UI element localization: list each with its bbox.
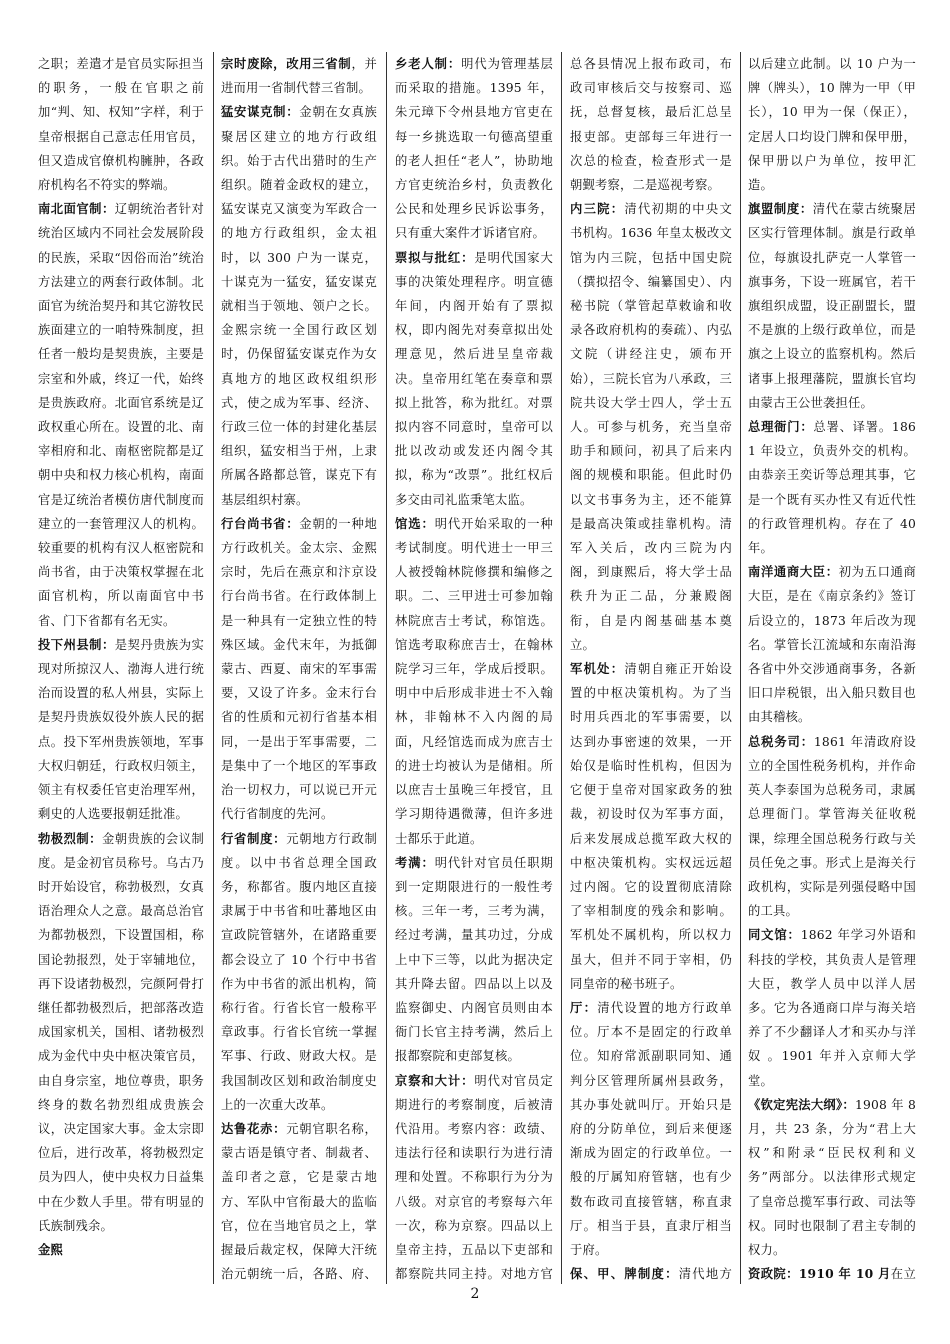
entry-term: 行省制度：: [221, 830, 287, 846]
column-4: [570, 52, 732, 1284]
entry-term: 资政院：1910 年 10 月: [748, 1266, 891, 1282]
glossary-entry: [748, 730, 916, 924]
glossary-entry: [395, 1069, 553, 1284]
entry-definition: 明代针对官员任职期到一定期限进行的一般性考核。三年一考，三考为满，经过考满，量其功过，分成上中下三等，以此为据决定其升降去留。四品以上以及监察御史、内阁官员则由本衙门长官主持考满，然后上报都察院和吏部复核。: [395, 855, 553, 1064]
entry-definition: 金朝在女真族聚居区建立的地方行政组织。始于古代出猎时的生产组织。随着金政权的建立，猛安谋克又演变为军政合一的地方行政组织，金太祖时，以 300 户为一谋克，十谋克为一猛安，猛安谋克就相当于领地、领户之长。金熙宗统一全国行政区划时，仍保留猛安谋克作为女真地方的地区政权组织形式，使之成为军事、经济、行政三位一体的封建化基层组织，猛安相当于州，上隶所属各路都总管，谋克下有基层组织村寨。: [221, 105, 377, 507]
glossary-entry: [38, 197, 204, 633]
entry-definition: ，并进而用一省制代替三省制。: [221, 57, 377, 96]
entry-term: 猛安谋克制：: [221, 104, 300, 120]
entry-term: 票拟与批红：: [395, 249, 475, 265]
glossary-entry: [748, 923, 916, 1092]
entry-definition: 1908 年 8 月，共 23 条，分为“君上大权”和附录“臣民权利和义务”两部分。以法律形式规定了皇帝总揽军事行政、司法等权。同时也限制了君主专制的权力。: [748, 1097, 916, 1257]
entry-definition: 清朝自雍正开始设置的中枢决策机构。为了当时用兵西北的军事需要，以达到办事密速的效果，一开始仅是临时性机构，但因为它便于皇帝对国家政务的独裁，初设时仅为军事方面，后来发展成总揽军政大权的中枢决策机构。实权远远超过内阁。它的设置彻底清除了宰相制度的残余和影响。军机处不属机构，所以权力虽大，但并不同于宰相，仍同皇帝的秘书班子。: [570, 662, 732, 991]
entry-term: 总税务司：: [748, 733, 814, 749]
entry-definition: 清代在蒙古统聚居区实行管理体制。旗是行政单位，每旗设扎萨克一人掌管一旗事务，下设一班属官，若干旗组织成盟，设正副盟长，盟不是旗的上级行政单位，而是旗之上设立的监察机构。然后诸事上报理藩院，盟旗长官均由蒙古王公世袭担任。: [748, 202, 916, 410]
entry-term: 厅：: [570, 999, 598, 1015]
glossary-entry: [748, 197, 916, 415]
glossary-entry: [748, 1262, 916, 1284]
entry-definition: 金朝的一种地方行政机关。金太宗、金熙宗时，先后在燕京和汴京设行台尚书省。在行政体制上是一种具有一定独立性的特殊区域。金代末年，为抵御蒙古、西夏、南宋的军事需要，又设了许多。金末行台省的性质和元初行省基本相同，一是出于军事需要，二是集中了一个地区的军事政治一切权力，可以说已开元代行省制度的先河。: [221, 516, 377, 822]
entry-term: 馆选：: [395, 515, 435, 531]
glossary-entry: [748, 560, 916, 729]
document-page: [38, 52, 916, 1284]
entry-term: 京察和大计：: [395, 1072, 475, 1088]
entry-definition: 是明代国家大事的决策处理程序。明宣德年间，内阁开始有了票拟权，即内阁先对奏章拟出处理意见，然后进呈皇帝裁决。皇帝用红笔在奏章和票拟上批答，称为批红。对票拟内容不同意时，皇帝可以批以改动或发还内阁令其拟，称为“改票”。批红权后多交由司礼监秉笔太监。: [395, 250, 553, 507]
entry-definition: 清代地方: [678, 1267, 732, 1282]
column-divider: [740, 52, 741, 1284]
glossary-entry: [38, 633, 204, 827]
glossary-entry: [570, 197, 732, 657]
entry-term: 金熙: [38, 1241, 63, 1257]
glossary-entry: [395, 52, 553, 246]
glossary-entry: [748, 415, 916, 560]
column-1: [38, 52, 204, 1284]
entry-term: 旗盟制度：: [748, 201, 813, 217]
entry-term: 总理衙门：: [748, 419, 814, 435]
glossary-entry: [395, 512, 553, 851]
glossary-entry: [395, 246, 553, 512]
entry-definition: 1861 年清政府设立的全国性税务机构，并作命英人李泰国为总税务司，隶属总理衙门。掌管海关征收税课，综理全国总税务行政与关员任免之事。形式上是海关行政机构，实际是列强侵略中国的工具。: [748, 734, 916, 919]
entry-definition: 总署、译署。1861 年设立，负责外交的机构。由恭亲王奕䜣等总理其事，它是一个既有买办性又有近代性的行政管理机构。存在了 40 年。: [748, 420, 916, 556]
entry-term: 同文馆：: [748, 927, 801, 943]
entry-definition: 是契丹贵族为实现对所掠汉人、渤海人进行统治而设置的私人州县，实际上是契丹贵族奴役外族人民的据点。投下军州贵族领地，军事大权归朝廷，行政权归领主，领主有权委任官吏治理军州，剩史的人选要报朝廷批准。: [38, 637, 204, 822]
column-divider: [213, 52, 214, 1284]
entry-definition: 初为五口通商大臣，是在《南京条约》签订后设立的，1873 年后改为现名。掌管长江流域和东南沿海各省中外交涉通商事务，各新旧口岸税银，出入船只数目也由其稽核。: [748, 565, 916, 725]
column-5: [748, 52, 916, 1284]
glossary-entry: [221, 100, 377, 511]
glossary-entry: [570, 657, 732, 996]
entry-term: 内三院：: [570, 201, 625, 217]
glossary-entry: [570, 52, 732, 197]
entry-definition: 总各县情况上报布政司，布政司审核后交与按察司、巡抚，总督复核，最后汇总呈报吏部。吏部每三年进行一次总的检查，检查形式一是朝觐考察，二是巡视考察。: [570, 57, 732, 193]
column-2: [221, 52, 377, 1284]
glossary-entry: [748, 1093, 916, 1262]
entry-term: 保、甲、牌制度：: [570, 1266, 679, 1282]
entry-definition: 1862 年学习外语和科技的学校，其负责人是管理大臣，教学人员中以洋人居多。它为各通商口岸与海关培养了不少翻译人才和买办与洋奴 。1901 年并入京师大学堂。: [748, 928, 916, 1088]
entry-term: 《钦定宪法大纲》：: [748, 1096, 855, 1112]
entry-term: 南洋通商大臣：: [748, 564, 839, 580]
glossary-entry: [221, 512, 377, 827]
glossary-entry: [38, 52, 204, 197]
page-number: 2: [470, 1286, 480, 1302]
entry-definition: 明代为管理基层而采取的措施。1395 年，朱元璋下令州县地方官吏在每一乡挑选取一句德高望重的老人担任“老人”，协助地方官吏统治乡村，负责教化公民和处理乡民诉讼事务，只有重大案件才诉诸官府。: [395, 57, 553, 241]
column-divider: [561, 52, 562, 1284]
entry-term: 投下州县制：: [38, 636, 115, 652]
entry-term: 南北面官制：: [38, 201, 115, 217]
entry-definition: 清代设置的地方行政单位。厅本不是固定的行政单位。知府常派副职同知、通判分区管理所属州县政务，其办事处就叫厅。开始只是府的分防单位，到后来便逐渐成为固定的行政单位。一般的厅属知府管辖，也有少数布政司直接管辖，称直隶厅。相当于县，直隶厅相当于府。: [570, 1000, 732, 1257]
column-3: [395, 52, 553, 1284]
glossary-entry: [221, 827, 377, 1117]
entry-definition: 辽朝统治者针对统治区域内不同社会发展阶段的民族，采取“因俗而治”统治方法建立的两套行政体制。北面官为统治契丹和其它游牧民族面建立的一咱特殊制度，担任者一般均是契贵族，主要是宗室和外戚，终辽一代，始终是贵族政府。北面官系统是辽政权重心所在。设置的北、南宰相府和北、南枢密院都是辽朝中央和权力核心机构，南面官是辽统治者模仿唐代制度而建立的一套管理汉人的机构。较重要的机构有汉人枢密院和尚书省，由于决策权掌握在北面官机构，所以南面官中书省、门下省都有名无实。: [38, 202, 204, 628]
entry-term: 军机处：: [570, 661, 625, 677]
glossary-entry: [748, 52, 916, 197]
entry-term: 宗时废除，改用三省制: [221, 56, 352, 71]
glossary-entry: [570, 996, 732, 1262]
entry-definition: 明代开始采取的一种考试制度。明代进士一甲三人被授翰林院修撰和编修之职。二、三甲进士可参加翰林院庶吉士考试，称馆选。馆选考取称庶吉士，在翰林院学习三年，学成后授职。明中中后形成非进士不入翰林，非翰林不入内阁的局面，凡经馆选而成为庶吉士的进士均被认为是储相。所以庶吉士虽晚三年授官，且学习期待遇微薄，但许多进士都乐于此道。: [395, 516, 553, 846]
glossary-entry: [570, 1262, 732, 1284]
glossary-entry: [38, 1238, 204, 1262]
glossary-entry: [221, 1117, 377, 1284]
entry-definition: 金朝贵族的会议制度。是金初官员称号。乌古乃时开始设官，称勃极烈，女真语治理众人之意。最高总治官为都勃极烈，下设置国相，称国论勃报烈，处于宰辅地位，再下设诸勃极烈，完颜阿骨打继任都勃极烈后，把部落改造成国家机关，国相、诸勃极烈成为金代中央中枢决策官员，由自身宗室，地位尊贵，职务终身的数名勃烈组成贵族会议，决定国家大事。金太宗即位后，进行改革，将勃极烈定员为四人，使中央权力日益集中在少数人手里。带有明显的氏族制残余。: [38, 831, 204, 1233]
entry-definition: 元朝官职名称，蒙古语是镇守者、制裁者、盖印者之意，它是蒙古地方、军队中官衔最大的监临官，位在当地官员之上，掌握最后裁定权，保障大汗统治元朝统一后，各路、府、: [221, 1121, 377, 1282]
entry-definition: 以后建立此制。以 10 户为一牌（牌头），10 牌为一甲（甲长），10 甲为一保（保正），定居人口均设门牌和保甲册，保甲册以户为单位，按甲汇造。: [748, 57, 916, 193]
entry-term: 行台尚书省：: [221, 515, 300, 531]
entry-definition: 在立: [890, 1267, 916, 1282]
entry-definition: 明代对官员定期进行的考察制度，后被清代沿用。考察内容：政绩、违法行径和读职行为进行清理和处置。不称职行为分为八级。对京官的考察每六年一次，称为京察。四品以上皇帝主持，五品以下吏部和都察院共同主持。对地方官: [395, 1073, 553, 1282]
entry-term: 乡老人制：: [395, 56, 462, 71]
glossary-entry: [221, 52, 377, 100]
column-divider: [386, 52, 387, 1284]
entry-definition: 清代初期的中央文书机构。1636 年皇太极改文馆为内三院，包括中国史院（撰拟招令、编纂国史）、内秘书院（掌管起草敕谕和收录各政府机构的奏疏）、内弘文院（讲经注史，颁布开始），三院长官为八承政，三院共设大学士四人，学士五人。可参与机务，充当皇帝助手和顾问，初具了后来内阁的规模和职能。但此时仍以文书事务为主，还不能算是最高决策或挂靠机构。清军入关后，改内三院为内阁，到康熙后，将大学士品秩升为正二品，分兼殿阁衔，自是内阁基础基本奠立。: [570, 202, 732, 652]
glossary-entry: [395, 851, 553, 1069]
entry-definition: 元朝地方行政制度。以中书省总理全国政务，称都省。腹内地区直接隶属于中书省和吐蕃地区由宣政院管辖外，在诸路重要都会设立了 10 个行中书省作为中书省的派出机构，简称行省。行省长官一般称平章政事。行省长官统一掌握军事、行政、财政大权。是我国制改区划和政治制度史上的一次重大改革。: [221, 831, 377, 1112]
entry-term: 考满：: [395, 854, 435, 870]
glossary-entry: [38, 827, 204, 1238]
entry-term: 达鲁花赤：: [221, 1120, 287, 1136]
entry-definition: 之职；差遣才是官员实际担当的职务，一般在官职之前加“判、知、权知”字样，利于皇帝根据自己意志任用官员，但又造成官僚机构臃肿，各政府机构名不符实的弊端。: [38, 57, 204, 193]
entry-term: 勃极烈制：: [38, 830, 102, 846]
